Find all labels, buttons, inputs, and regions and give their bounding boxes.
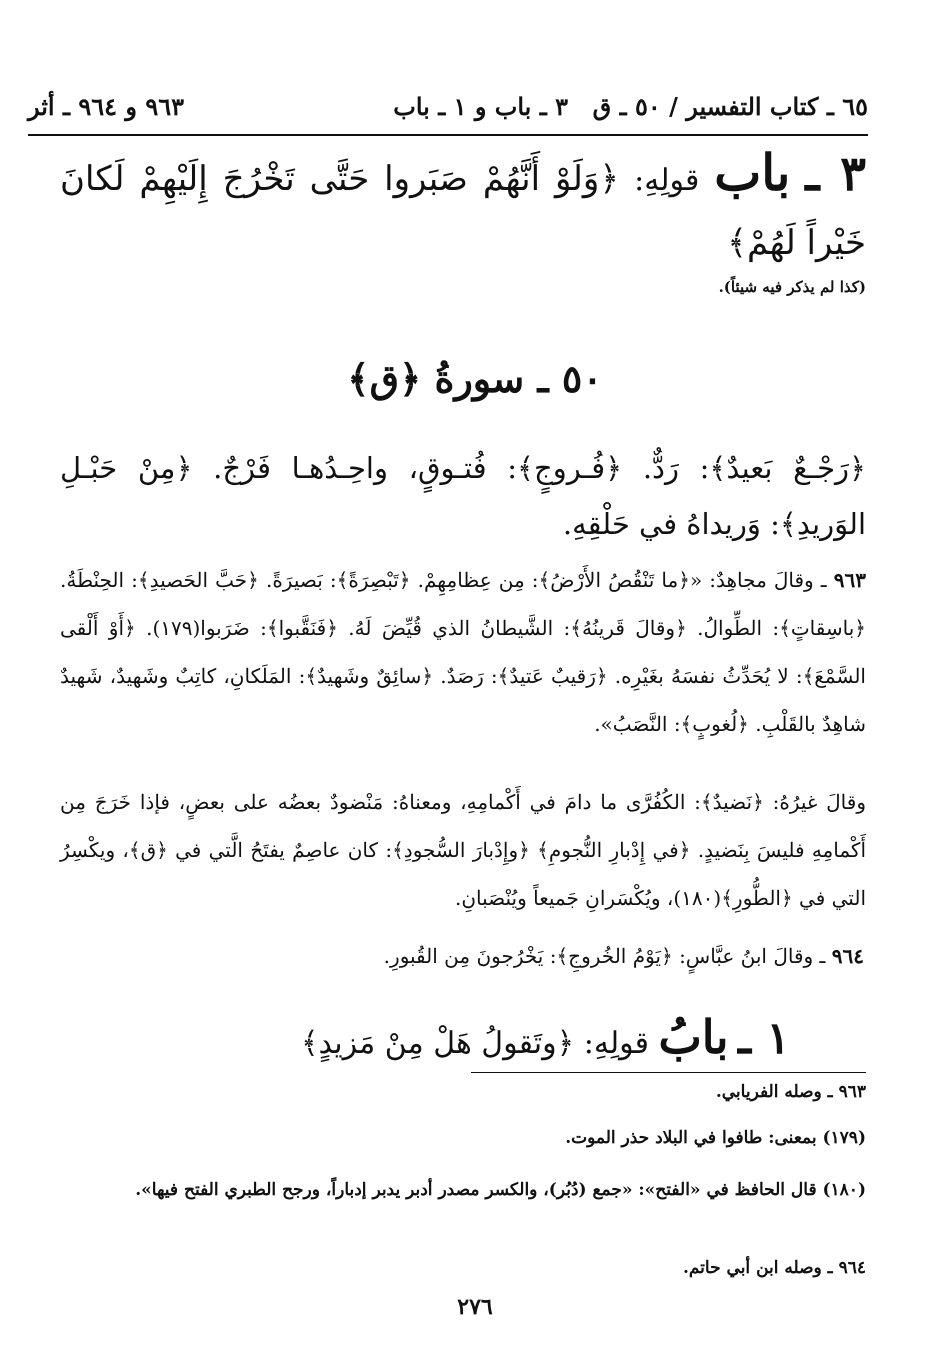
bab-1-word: بابُ bbox=[658, 1010, 729, 1064]
bab-1-verse: ﴿وتَقولُ هَلْ مِنْ مَزيدٍ﴾ bbox=[300, 1026, 575, 1061]
athar-963-number: ٩٦٣ bbox=[833, 568, 866, 592]
running-header bbox=[28, 92, 868, 132]
chapter-number: ٣ ـ bbox=[805, 146, 866, 202]
page-number: ٢٧٦ bbox=[457, 1294, 493, 1320]
bab-1-qawlih: قولِهِ: bbox=[583, 1026, 649, 1061]
header-chapter-ref: ٣ ـ باب و ١ ـ باب bbox=[393, 92, 568, 121]
surah-title: ٥٠ ـ سورةُ ﴿ق﴾ bbox=[347, 356, 603, 401]
bab-1-number: ١ ـ bbox=[738, 1013, 790, 1064]
footnote-180: (١٨٠) قال الحافظ في «الفتح»: «جمع (دُبُر)، والكسر مصدر أدبر يدبر إدباراً، ورجح الطبري الفتح فيها». bbox=[135, 1180, 866, 1200]
footnote-964: ٩٦٤ ـ وصله ابن أبي حاتم. bbox=[682, 1258, 866, 1278]
editor-note: (كذا لم يذكر فيه شيئاً). bbox=[718, 278, 866, 296]
athar-963 bbox=[60, 556, 866, 748]
chapter-heading bbox=[60, 142, 866, 274]
vocabulary-paragraph: ﴿رَجْـعٌ بَعيدٌ﴾: رَدٌّ. ﴿فُـروجٍ﴾: فُتـوقٍ، واحِـدُهـا فَرْجٌ. ﴿مِنْ حَبْـلِ الوَريدِ﴾: وَريداهُ في حَلْقِهِ. bbox=[60, 451, 866, 541]
athar-964-number: ٩٦٤ bbox=[831, 944, 864, 968]
athar-963-text: ـ وقالَ مجاهِدٌ: «﴿ما تَنْقُصُ الأَرْضُ﴾: مِن عِظامِهِمْ. ﴿تَبْصِرَةً﴾: بَصيرَةً. ﴿حَبَّ الحَصيدِ﴾: الحِنْطَةُ. ﴿باسِقاتٍ﴾: الطِّوالُ. ﴿وقالَ قَرينُهُ﴾: الشَّيطانُ الذي قُيِّضَ لَهُ. ﴿فَنَقَّبوا﴾: ضَرَبوا(١٧٩). ﴿أَوْ أَلْقى السَّمْعَ﴾: لا يُحَدِّثُ نفسَهُ بغَيْرِه. ﴿رَقيبٌ عَتيدٌ﴾: رَصَدٌ. ﴿سائِقٌ وشَهيدٌ﴾: المَلَكانِ، كاتِبٌ وشَهيدٌ، شَهيدٌ شاهِدٌ بالقَلْبِ. ﴿لُغوبٍ﴾: النَّصَبُ». bbox=[60, 568, 866, 736]
footnote-963: ٩٦٣ ـ وصله الفريابي. bbox=[715, 1082, 866, 1102]
header-book-title: ٦٥ ـ كتاب التفسير / ٥٠ ـ ق bbox=[592, 92, 868, 121]
footnote-179: (١٧٩) بمعنى: طافوا في البلاد حذر الموت. bbox=[565, 1128, 866, 1148]
header-divider bbox=[28, 134, 868, 136]
bab-1-heading bbox=[301, 1010, 790, 1064]
chapter-word: باب bbox=[714, 143, 791, 202]
athar-other-paragraph: وقالَ غيرُهُ: ﴿نَضيدٌ﴾: الكُفُرَّى ما دامَ في أَكْمامِهِ، ومعناهُ: مَنْضودٌ بعضُه على بعضٍ، فإذا خَرَجَ مِن أَكْمامِهِ فليسَ بِنَضيدٍ. ﴿في إِدْبارِ النُّجومِ﴾ ﴿وإِدْبارَ السُّجودِ﴾: كان عاصِمٌ يفتَحُ الَّتي في ﴿ق﴾، ويكْسِرُ التي في ﴿الطُّورِ﴾(١٨٠)، ويُكْسَرانِ جَميعاً ويُنْصَبانِ. bbox=[60, 790, 866, 910]
chapter-verse: ﴿وَلَوْ أَنَّهُمْ صَبَروا حَتَّى تَخْرُجَ إِلَيْهِمْ لَكانَ خَيْراً لَهُمْ﴾ bbox=[60, 159, 866, 263]
footnote-divider bbox=[471, 1072, 866, 1073]
athar-964 bbox=[384, 944, 864, 968]
athar-964-text: ـ وقالَ ابنُ عبَّاسٍ: ﴿يَوْمُ الخُروجِ﴾: يَخْرُجونَ مِن القُبورِ. bbox=[383, 944, 832, 968]
header-athar-ref: ٩٦٣ و ٩٦٤ ـ أثر bbox=[28, 92, 184, 121]
chapter-qawlih: قولِهِ: bbox=[634, 163, 700, 198]
